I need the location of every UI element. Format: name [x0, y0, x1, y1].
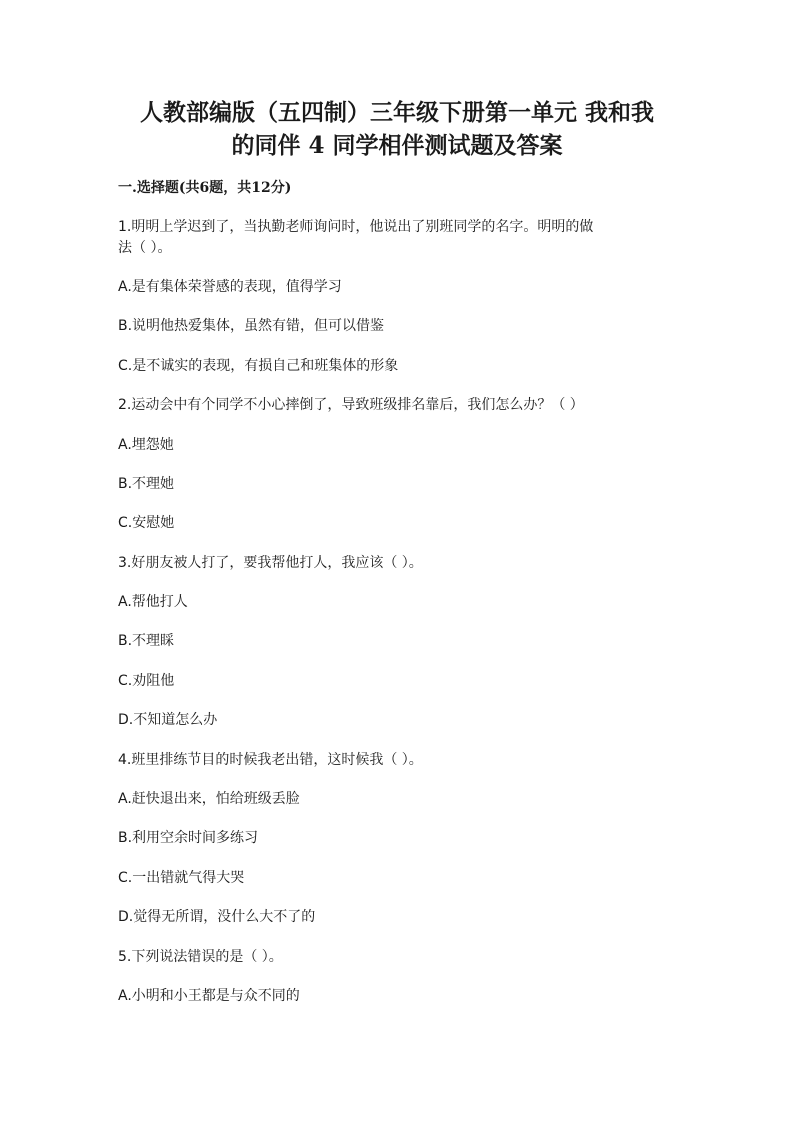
question-4-option-c: C.一出错就气得大哭 — [118, 870, 245, 886]
question-1-option-a: A.是有集体荣誉感的表现，值得学习 — [118, 279, 342, 295]
question-2-stem: 2.运动会中有个同学不小心摔倒了，导致班级排名靠后，我们怎么办？（ ） — [118, 397, 584, 413]
question-3-option-d: D.不知道怎么办 — [118, 712, 218, 728]
question-1-option-b: B.说明他热爱集体，虽然有错，但可以借鉴 — [118, 318, 385, 334]
question-4-option-b: B.利用空余时间多练习 — [118, 830, 259, 846]
question-4-stem: 4.班里排练节目的时候我老出错，这时候我（ ）。 — [118, 752, 423, 768]
question-3-option-a: A.帮他打人 — [118, 594, 188, 610]
question-5-option-a: A.小明和小王都是与众不同的 — [118, 988, 300, 1004]
question-5-stem: 5.下列说法错误的是（ ）。 — [118, 949, 283, 965]
question-3-option-c: C.劝阻他 — [118, 673, 175, 689]
question-3-option-b: B.不理睬 — [118, 633, 175, 649]
section-heading: 一.选择题(共6题，共12分) — [118, 180, 292, 196]
question-1-option-c: C.是不诚实的表现，有损自己和班集体的形象 — [118, 358, 399, 374]
question-1-stem-line-2: 法（ ）。 — [118, 240, 172, 256]
question-3-stem: 3.好朋友被人打了，要我帮他打人，我应该（ ）。 — [118, 555, 423, 571]
question-4-option-d: D.觉得无所谓，没什么大不了的 — [118, 909, 316, 925]
question-2-option-c: C.安慰她 — [118, 515, 175, 531]
question-2-option-b: B.不理她 — [118, 476, 175, 492]
document-title-line-2: 的同伴 4 同学相伴测试题及答案 — [231, 132, 563, 159]
question-4-option-a: A.赶快退出来，怕给班级丢脸 — [118, 791, 300, 807]
question-1-stem-line-1: 1.明明上学迟到了，当执勤老师询问时，他说出了别班同学的名字。明明的做 — [118, 219, 594, 235]
question-2-option-a: A.埋怨她 — [118, 437, 174, 453]
document-title-line-1: 人教部编版（五四制）三年级下册第一单元 我和我 — [139, 99, 654, 126]
